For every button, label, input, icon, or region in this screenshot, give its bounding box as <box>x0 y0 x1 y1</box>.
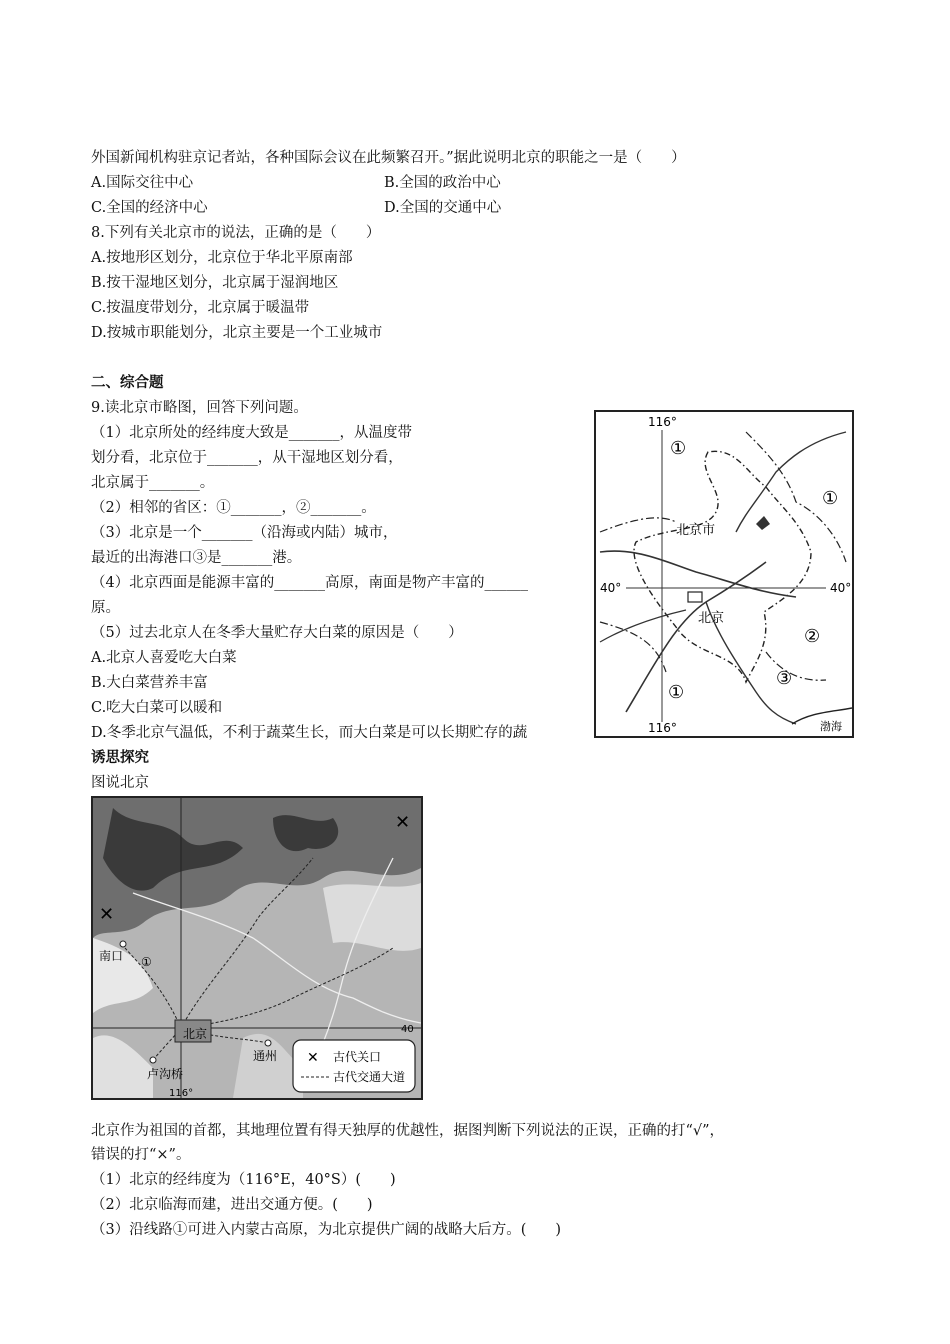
pass-icon: ✕ <box>395 812 411 833</box>
lat-label: 40 <box>401 1024 414 1035</box>
explore-subheading: 图说北京 <box>91 775 149 791</box>
marker-1-north: ① <box>670 438 687 459</box>
q9-line: （1）北京所处的经纬度大致是_______，从温度带 <box>91 425 412 441</box>
q9-option-c: C.吃大白菜可以暖和 <box>91 700 223 716</box>
q9-line: 原。 <box>91 600 120 616</box>
q8-option-a: A.按地形区划分，北京位于华北平原南部 <box>91 250 353 266</box>
q7-stem: 外国新闻机构驻京记者站，各种国际会议在此频繁召开。”据此说明北京的职能之一是（ ） <box>91 150 686 166</box>
river <box>600 610 686 642</box>
legend-pass-icon: ✕ <box>307 1050 319 1066</box>
capital-label: 北京 <box>698 611 725 626</box>
beijing-relief-map <box>91 796 423 1100</box>
municipal-boundary <box>634 451 811 682</box>
judge-intro-cont: 错误的打“×”。 <box>91 1147 191 1163</box>
q8-stem: 8.下列有关北京市的说法，正确的是（ ） <box>91 225 381 241</box>
map-legend <box>293 1040 415 1092</box>
q8-option-c: C.按温度带划分，北京属于暖温带 <box>91 300 310 316</box>
judge-intro: 北京作为祖国的首都，其地理位置有得天独厚的优越性，据图判断下列说法的正误，正确的打“√”， <box>91 1123 725 1139</box>
q7-option-b: B.全国的政治中心 <box>384 175 501 191</box>
q9-line: （3）北京是一个_______（沿海或内陆）城市， <box>91 525 398 541</box>
high-mountain-area <box>273 815 338 851</box>
judge-item: （2）北京临海而建，进出交通方便。( ) <box>91 1197 373 1213</box>
section-heading: 二、综合题 <box>91 375 164 391</box>
lon-label: 116° <box>169 1088 194 1098</box>
q8-option-d: D.按城市职能划分，北京主要是一个工业城市 <box>91 325 383 341</box>
hill-area <box>323 883 421 951</box>
nankou-dot <box>120 941 126 947</box>
beijing-sketch-map-svg <box>596 412 852 736</box>
q9-option-a: A.北京人喜爱吃大白菜 <box>91 650 237 666</box>
pass-icon: ✕ <box>99 904 115 925</box>
lat-right-label: 40° <box>830 581 852 595</box>
q7-option-d: D.全国的交通中心 <box>384 200 502 216</box>
capital-symbol <box>688 592 702 602</box>
judge-item: （1）北京的经纬度为（116°E，40°S）( ) <box>91 1172 396 1188</box>
marker-1-east: ① <box>822 488 839 509</box>
q9-stem: 9.读北京市略图，回答下列问题。 <box>91 400 308 416</box>
q9-line: 划分看，北京位于_______，从干湿地区划分看， <box>91 450 403 466</box>
q9-line: （4）北京西面是能源丰富的_______高原，南面是物产丰富的______ <box>91 575 528 591</box>
q7-option-c: C.全国的经济中心 <box>91 200 208 216</box>
nankou-label: 南口 <box>99 949 124 963</box>
marker-2: ② <box>804 626 821 647</box>
beijing-relief-map-svg <box>93 798 421 1098</box>
marker-1-south: ① <box>668 682 685 703</box>
railway-line <box>626 562 766 712</box>
city-label: 北京市 <box>676 523 716 538</box>
q9-line: 北京属于_______。 <box>91 475 215 491</box>
q8-option-b: B.按干湿地区划分，北京属于湿润地区 <box>91 275 339 291</box>
legend-road-label: 古代交通大道 <box>333 1070 406 1084</box>
tongzhou-dot <box>265 1040 271 1046</box>
route-1-label: ① <box>141 955 152 969</box>
beijing-sketch-map <box>594 410 854 738</box>
lon-top-label: 116° <box>648 415 677 429</box>
tongzhou-label: 通州 <box>253 1049 278 1063</box>
legend-pass-label: 古代关口 <box>333 1050 382 1064</box>
beijing-label: 北京 <box>183 1027 208 1041</box>
lat-left-label: 40° <box>600 581 622 595</box>
lugouqiao-dot <box>150 1057 156 1063</box>
q9-line: （2）相邻的省区：①_______，②_______。 <box>91 500 376 516</box>
sea-label: 渤海 <box>820 720 842 733</box>
explore-heading: 诱思探究 <box>91 750 149 766</box>
q7-option-a: A.国际交往中心 <box>91 175 194 191</box>
railway-line <box>600 551 796 597</box>
reservoir <box>756 516 770 530</box>
judge-item: （3）沿线路①可进入内蒙古高原，为北京提供广阔的战略大后方。( ) <box>91 1222 562 1238</box>
q9-option-d: D.冬季北京气温低，不利于蔬菜生长，而大白菜是可以长期贮存的蔬 <box>91 725 528 741</box>
q9-line: （5）过去北京人在冬季大量贮存大白菜的原因是（ ） <box>91 625 463 641</box>
lon-bottom-label: 116° <box>648 721 677 735</box>
q9-line: 最近的出海港口③是_______港。 <box>91 550 302 566</box>
lugouqiao-label: 卢沟桥 <box>147 1067 184 1081</box>
marker-3: ③ <box>776 668 793 689</box>
railway-line <box>736 432 846 532</box>
q9-option-b: B.大白菜营养丰富 <box>91 675 208 691</box>
